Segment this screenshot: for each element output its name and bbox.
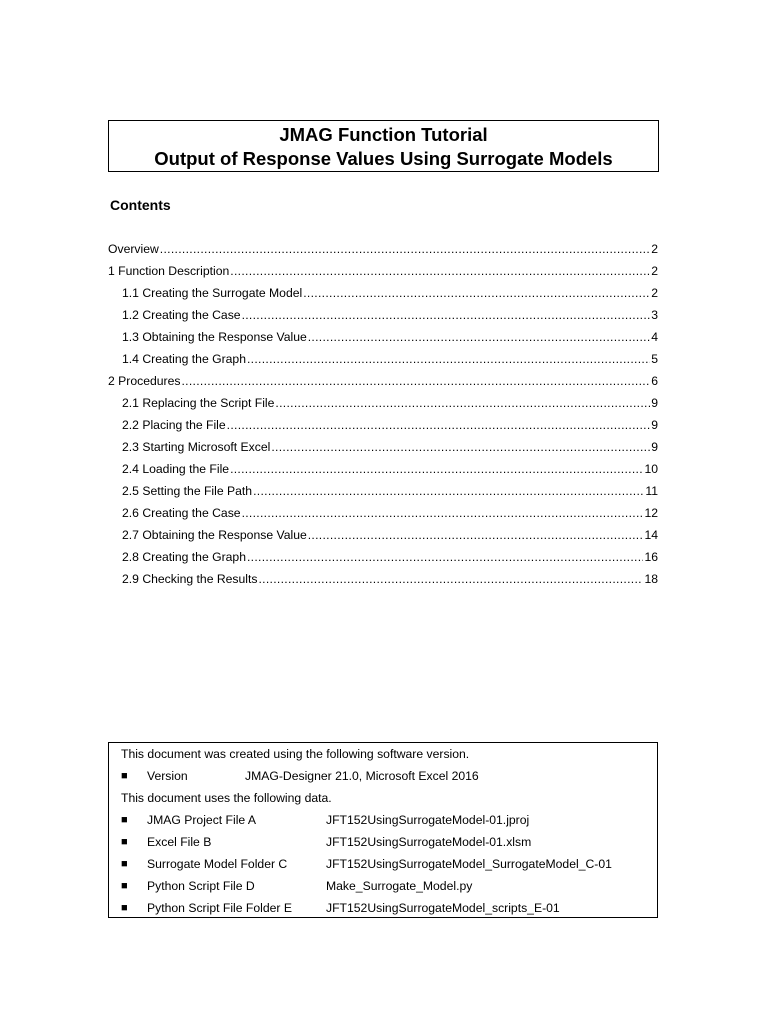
- toc-entry-label: Overview: [108, 242, 159, 256]
- toc-entry-label: 2.9 Checking the Results: [122, 572, 258, 586]
- toc-dot-leader: [247, 546, 643, 568]
- toc-page-number: 9: [651, 418, 658, 432]
- toc-dot-leader: [259, 568, 644, 590]
- toc-entry-label: 2.2 Placing the File: [122, 418, 226, 432]
- bullet-square-icon: ■: [121, 836, 128, 848]
- toc-entry-2-2[interactable]: [108, 414, 658, 436]
- toc-entry-label: 1.3 Obtaining the Response Value: [122, 330, 307, 344]
- toc-page-number: 18: [644, 572, 658, 586]
- toc-dot-leader: [253, 480, 644, 502]
- version-value: JMAG-Designer 21.0, Microsoft Excel 2016: [245, 769, 479, 783]
- data-file-label: Surrogate Model Folder C: [147, 857, 288, 871]
- toc-entry-function-description[interactable]: [108, 260, 658, 282]
- toc-dot-leader: [242, 502, 644, 524]
- toc-entry-2-1[interactable]: [108, 392, 658, 414]
- toc-entry-label: 2 Procedures: [108, 374, 181, 388]
- toc-entry-1-2[interactable]: [108, 304, 658, 326]
- data-file-row: [121, 897, 651, 919]
- table-of-contents: [108, 238, 658, 590]
- toc-dot-leader: [230, 458, 643, 480]
- toc-dot-leader: [303, 282, 650, 304]
- toc-page-number: 3: [651, 308, 658, 322]
- toc-entry-2-4[interactable]: [108, 458, 658, 480]
- toc-page-number: 5: [651, 352, 658, 366]
- toc-page-number: 12: [644, 506, 658, 520]
- data-file-label: Python Script File Folder E: [147, 901, 292, 915]
- toc-entry-label: 2.6 Creating the Case: [122, 506, 241, 520]
- software-info-box: [108, 742, 658, 918]
- toc-entry-label: 2.3 Starting Microsoft Excel: [122, 440, 271, 454]
- toc-entry-2-7[interactable]: [108, 524, 658, 546]
- toc-entry-label: 1.2 Creating the Case: [122, 308, 241, 322]
- toc-dot-leader: [160, 238, 650, 260]
- title-box: [108, 120, 659, 172]
- toc-page-number: 4: [651, 330, 658, 344]
- data-file-name: JFT152UsingSurrogateModel_SurrogateModel_C-01: [326, 857, 612, 871]
- document-title: JMAG Function Tutorial: [279, 124, 488, 145]
- toc-entry-2-9[interactable]: [108, 568, 658, 590]
- software-intro-text: This document was created using the following software version.: [121, 747, 470, 761]
- bullet-square-icon: ■: [121, 814, 128, 826]
- toc-dot-leader: [308, 326, 650, 348]
- toc-entry-2-6[interactable]: [108, 502, 658, 524]
- toc-entry-label: 1 Function Description: [108, 264, 230, 278]
- toc-dot-leader: [275, 392, 650, 414]
- toc-entry-2-5[interactable]: [108, 480, 658, 502]
- toc-dot-leader: [242, 304, 651, 326]
- toc-dot-leader: [308, 524, 644, 546]
- data-file-label: JMAG Project File A: [147, 813, 257, 827]
- toc-entry-overview[interactable]: [108, 238, 658, 260]
- toc-entry-label: 2.7 Obtaining the Response Value: [122, 528, 307, 542]
- toc-entry-2-3[interactable]: [108, 436, 658, 458]
- data-file-row: [121, 875, 651, 897]
- toc-page-number: 2: [651, 242, 658, 256]
- data-file-row: [121, 831, 651, 853]
- toc-page-number: 10: [644, 462, 658, 476]
- toc-dot-leader: [230, 260, 650, 282]
- toc-entry-label: 2.4 Loading the File: [122, 462, 230, 476]
- toc-page-number: 9: [651, 396, 658, 410]
- toc-page-number: 6: [651, 374, 658, 388]
- data-file-label: Python Script File D: [147, 879, 255, 893]
- toc-entry-2-8[interactable]: [108, 546, 658, 568]
- toc-page-number: 11: [645, 484, 658, 498]
- data-file-label: Excel File B: [147, 835, 212, 849]
- toc-dot-leader: [182, 370, 651, 392]
- data-file-name: JFT152UsingSurrogateModel-01.jproj: [326, 813, 530, 827]
- toc-entry-1-1[interactable]: [108, 282, 658, 304]
- toc-dot-leader: [227, 414, 651, 436]
- toc-entry-label: 2.1 Replacing the Script File: [122, 396, 275, 410]
- bullet-square-icon: ■: [121, 902, 128, 914]
- toc-dot-leader: [271, 436, 650, 458]
- toc-dot-leader: [247, 348, 650, 370]
- bullet-square-icon: ■: [121, 880, 128, 892]
- toc-entry-label: 1.1 Creating the Surrogate Model: [122, 286, 303, 300]
- data-file-name: Make_Surrogate_Model.py: [326, 879, 473, 893]
- toc-entry-1-4[interactable]: [108, 348, 658, 370]
- bullet-square-icon: ■: [121, 770, 128, 782]
- toc-page-number: 2: [651, 286, 658, 300]
- data-intro-text: This document uses the following data.: [121, 791, 332, 805]
- data-file-row: [121, 809, 651, 831]
- toc-page-number: 14: [644, 528, 658, 542]
- toc-entry-label: 2.8 Creating the Graph: [122, 550, 246, 564]
- toc-page-number: 16: [644, 550, 658, 564]
- version-label: Version: [147, 769, 188, 783]
- contents-heading: Contents: [110, 197, 171, 213]
- toc-entry-1-3[interactable]: [108, 326, 658, 348]
- data-file-name: JFT152UsingSurrogateModel_scripts_E-01: [326, 901, 560, 915]
- document-subtitle: Output of Response Values Using Surrogate Models: [154, 148, 613, 169]
- version-row: [121, 765, 651, 787]
- data-file-row: [121, 853, 651, 875]
- toc-entry-label: 2.5 Setting the File Path: [122, 484, 253, 498]
- toc-page-number: 2: [651, 264, 658, 278]
- toc-entry-procedures[interactable]: [108, 370, 658, 392]
- toc-entry-label: 1.4 Creating the Graph: [122, 352, 246, 366]
- data-file-name: JFT152UsingSurrogateModel-01.xlsm: [326, 835, 532, 849]
- toc-page-number: 9: [651, 440, 658, 454]
- bullet-square-icon: ■: [121, 858, 128, 870]
